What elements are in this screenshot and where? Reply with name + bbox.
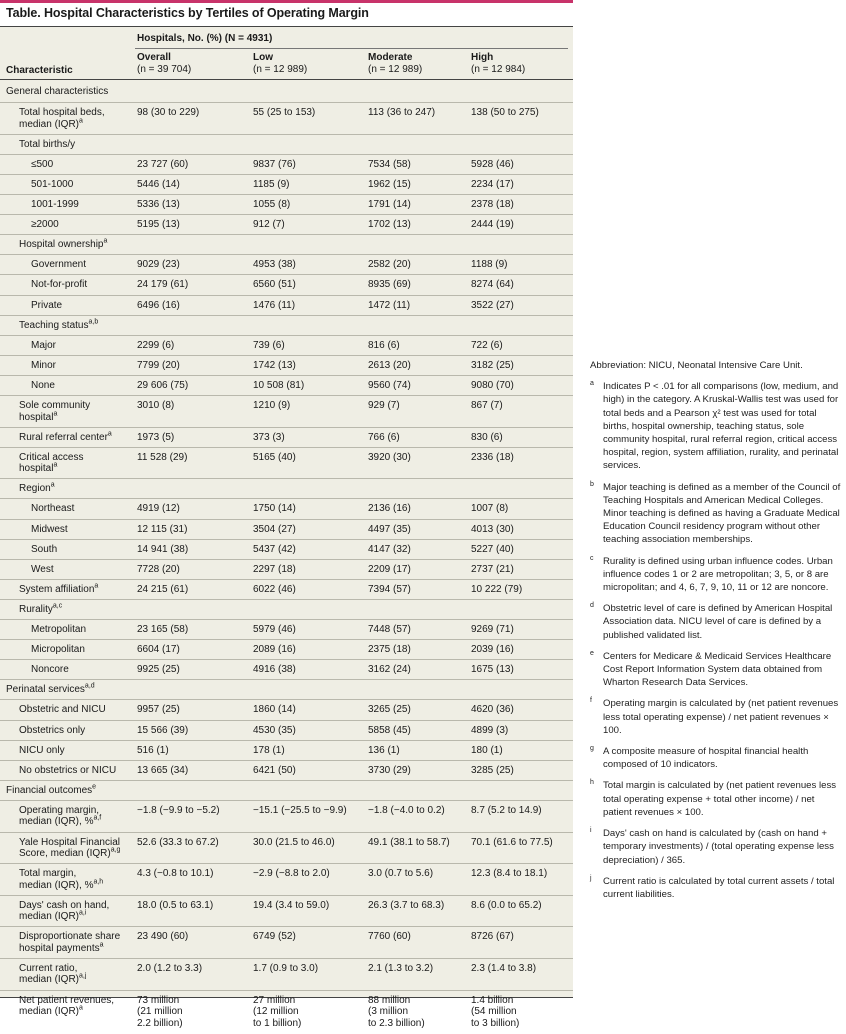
table-row <box>0 740 573 761</box>
footnote-mark: f <box>590 697 592 705</box>
row-label: Midwest <box>31 523 68 535</box>
row-label: Sole community hospital$^a$ <box>19 400 91 423</box>
table-cell: 7760 (60) <box>368 931 411 943</box>
row-label: Total births/y <box>19 138 76 150</box>
table-cell: 4013 (30) <box>471 523 514 535</box>
row-label: Financial outcomes$^e$ <box>6 783 97 796</box>
table-cell: 26.3 (3.7 to 68.3) <box>368 899 445 911</box>
table-cell: 3730 (29) <box>368 764 411 776</box>
table-cell: 8935 (69) <box>368 279 411 291</box>
table-cell: 830 (6) <box>471 431 503 443</box>
footnote <box>590 745 842 771</box>
table-cell: 8.6 (0.0 to 65.2) <box>471 899 542 911</box>
row-label: Current ratio, median (IQR)$^{a,j}$ <box>19 962 87 986</box>
row-label: Government <box>31 259 87 271</box>
row-label: Major <box>31 339 57 351</box>
table-cell: 11 528 (29) <box>137 451 188 463</box>
row-label: Not-for-profit <box>31 279 88 291</box>
row-label: Region$^a$ <box>19 481 55 495</box>
table-cell: 7394 (57) <box>368 583 411 595</box>
row-label: Days' cash on hand, median (IQR)$^{a,i}$ <box>19 899 110 923</box>
table-cell: 1188 (9) <box>471 259 508 271</box>
row-label: Obstetric and NICU <box>19 704 106 716</box>
table-row <box>0 355 573 376</box>
row-label: Total margin, median (IQR), %$^{a,h}$ <box>19 868 104 891</box>
table-cell: 6560 (51) <box>253 279 296 291</box>
table-row <box>0 214 573 235</box>
row-label: NICU only <box>19 744 65 756</box>
table-cell: 8274 (64) <box>471 279 514 291</box>
table-cell: 6022 (46) <box>253 583 296 595</box>
footnote-text: Major teaching is defined as a member of the Council of Teaching Hospitals and American Medical Colleges. Minor teaching is defined as having a Graduate Medical Education Council residency program without other teaching association memberships. <box>603 481 841 546</box>
row-label: Yale Hospital Financial Score, median (IQR)$^{a,g}$ <box>19 836 121 859</box>
column-group-rule <box>135 48 568 49</box>
table-cell: 8726 (67) <box>471 931 514 943</box>
footnote-text: A composite measure of hospital financial health composed of 10 indicators. <box>603 746 809 771</box>
table-row <box>0 427 573 448</box>
footnote-mark: g <box>590 745 594 753</box>
row-label: Perinatal services$^{a,d}$ <box>6 682 95 696</box>
table-cell: 3522 (27) <box>471 299 514 311</box>
table-cell: 98 (30 to 229) <box>137 107 200 119</box>
row-label: No obstetrics or NICU <box>19 764 117 776</box>
row-label: Operating margin, median (IQR), %$^{a,f}$ <box>19 804 102 828</box>
table-cell: 49.1 (38.1 to 58.7) <box>368 836 450 848</box>
table-cell: 5165 (40) <box>253 451 296 463</box>
table-row <box>0 447 573 480</box>
row-label: 1001-1999 <box>31 199 79 210</box>
table-cell: 1.7 (0.9 to 3.0) <box>253 962 319 974</box>
table-cell: 2737 (21) <box>471 563 514 575</box>
table-cell: 1476 (11) <box>253 299 296 311</box>
table-cell: 52.6 (33.3 to 67.2) <box>137 836 219 848</box>
table-cell: 4953 (38) <box>253 259 296 271</box>
table-section-row <box>0 679 573 700</box>
footnote <box>590 697 842 737</box>
table-cell: 722 (6) <box>471 339 503 351</box>
table-cell: 1702 (13) <box>368 219 411 231</box>
footnote-text: Current ratio is calculated by total current assets / total current liabilities. <box>603 875 835 900</box>
table-cell: 27 million (12 million to 1 billion) <box>253 994 302 1029</box>
table-cell: 12 115 (31) <box>137 523 188 535</box>
footnote-list <box>590 380 842 901</box>
table-row <box>0 659 573 680</box>
table-cell: 4147 (32) <box>368 543 411 555</box>
table-row <box>0 800 573 833</box>
table-cell: 15 566 (39) <box>137 724 189 736</box>
table-cell: 1973 (5) <box>137 431 175 443</box>
table-cell: 2209 (17) <box>368 563 411 575</box>
table-cell: 3920 (30) <box>368 451 411 463</box>
column-header-moderate: Moderate (n = 12 989) <box>368 52 423 75</box>
table-cell: 2613 (20) <box>368 359 411 371</box>
table-section-row <box>0 234 573 255</box>
table-cell: 30.0 (21.5 to 46.0) <box>253 836 335 848</box>
table-cell: 136 (1) <box>368 744 400 756</box>
table-row <box>0 579 573 600</box>
footnote <box>590 602 842 642</box>
table-cell: 24 179 (61) <box>137 279 189 291</box>
table-row <box>0 863 573 896</box>
footnote-text: Obstetric level of care is defined by American Hospital Association data. NICU level of care is defined by a published validated list. <box>603 603 833 641</box>
table-row <box>0 102 573 135</box>
row-label: System affiliation$^a$ <box>19 582 99 595</box>
table-cell: 1007 (8) <box>471 503 509 515</box>
table-cell: 2375 (18) <box>368 644 411 656</box>
row-label: None <box>31 379 55 391</box>
table-cell: 180 (1) <box>471 744 503 756</box>
table-row <box>0 295 573 316</box>
table-cell: −1.8 (−9.9 to −5.2) <box>137 804 220 816</box>
table-cell: −2.9 (−8.8 to 2.0) <box>253 868 330 880</box>
footnote-mark: b <box>590 480 594 488</box>
table-cell: 1750 (14) <box>253 503 296 515</box>
footnote-mark: j <box>590 874 592 882</box>
footnote-mark: i <box>590 827 592 835</box>
table-cell: 13 665 (34) <box>137 764 189 776</box>
footnote-mark: a <box>590 380 594 388</box>
table-row <box>0 375 573 396</box>
table-cell: 19.4 (3.4 to 59.0) <box>253 899 330 911</box>
table-cell: 516 (1) <box>137 744 169 756</box>
table-cell: 3285 (25) <box>471 764 514 776</box>
footnote <box>590 555 842 595</box>
table-row <box>0 174 573 195</box>
table-cell: 7728 (20) <box>137 563 180 575</box>
table-section-row <box>0 780 573 801</box>
table-cell: 5227 (40) <box>471 543 514 555</box>
table-cell: 2136 (16) <box>368 503 411 515</box>
row-label: Private <box>31 299 63 311</box>
footnote-mark: e <box>590 649 594 657</box>
table-cell: 29 606 (75) <box>137 379 189 391</box>
table-cell: 9925 (25) <box>137 664 180 676</box>
table-cell: 5336 (13) <box>137 199 180 210</box>
table-cell: 6496 (16) <box>137 299 180 311</box>
table-cell: 138 (50 to 275) <box>471 107 539 119</box>
footnote-text: Operating margin is calculated by (net patient revenues less total operating expense) / net patient revenues × 100. <box>603 698 839 736</box>
row-label: Total hospital beds, median (IQR)$^a$ <box>19 107 105 130</box>
table-cell: 88 million (3 million to 2.3 billion) <box>368 994 425 1029</box>
row-label: 501-1000 <box>31 178 74 190</box>
table-cell: 912 (7) <box>253 219 285 231</box>
row-label: Rural referral center$^a$ <box>19 430 112 443</box>
table-cell: 3182 (25) <box>471 359 514 371</box>
table-cell: 6749 (52) <box>253 931 296 943</box>
footnote-mark: h <box>590 779 594 787</box>
table-cell: 23 490 (60) <box>137 931 189 943</box>
table-cell: 1472 (11) <box>368 299 411 311</box>
row-label: Obstetrics only <box>19 724 86 736</box>
footnote <box>590 827 842 867</box>
header-rule <box>0 79 573 80</box>
table-row <box>0 619 573 640</box>
row-label: Net patient revenues, median (IQR)$^a$ <box>19 994 115 1017</box>
column-header-characteristic: Characteristic <box>6 65 73 76</box>
table-cell: 12.3 (8.4 to 18.1) <box>471 868 548 880</box>
table-cell: 9560 (74) <box>368 379 411 391</box>
table-cell: −15.1 (−25.5 to −9.9) <box>253 804 347 816</box>
table-section-row <box>0 134 573 155</box>
footnote <box>590 380 842 472</box>
table-cell: 2378 (18) <box>471 199 514 210</box>
table-cell: 2089 (16) <box>253 644 296 656</box>
table-cell: 4916 (38) <box>253 664 296 676</box>
table-row <box>0 274 573 295</box>
footnote-text: Indicates P < .01 for all comparisons (low, medium, and high) in the category. A Kruskal-Wallis test was used for total beds and a Pearson χ² test was used for total births, hospital ownership, teaching status, sole community hospital, rural referral region, critical access hospital, region, system affiliation, rurality, and perinatal services. <box>603 381 839 472</box>
table-cell: 2297 (18) <box>253 563 296 575</box>
table-cell: 373 (3) <box>253 431 285 443</box>
table-cell: 766 (6) <box>368 431 400 443</box>
row-label: Disproportionate share hospital payments$^a$ <box>19 931 121 954</box>
table-title: Table. Hospital Characteristics by Tertiles of Operating Margin <box>6 6 369 20</box>
table-cell: 7448 (57) <box>368 624 411 635</box>
table-cell: 2.1 (1.3 to 3.2) <box>368 962 434 974</box>
table-cell: 1791 (14) <box>368 199 411 210</box>
column-group-header: Hospitals, No. (%) (N = 4931) <box>137 33 273 44</box>
table-cell: 6604 (17) <box>137 644 180 656</box>
table-cell: 4620 (36) <box>471 704 514 716</box>
row-label: Rurality$^{a,c}$ <box>19 602 63 615</box>
table-row <box>0 990 573 1034</box>
table-cell: 5437 (42) <box>253 543 296 555</box>
table-cell: −1.8 (−4.0 to 0.2) <box>368 804 445 816</box>
table-cell: 6421 (50) <box>253 764 296 776</box>
table-section-row <box>0 478 573 499</box>
table-cell: 2039 (16) <box>471 644 514 656</box>
table-cell: 10 508 (81) <box>253 379 305 391</box>
table-cell: 4899 (3) <box>471 724 509 736</box>
column-header-overall: Overall (n = 39 704) <box>137 52 192 75</box>
table-cell: 9957 (25) <box>137 704 180 716</box>
table-cell: 3162 (24) <box>368 664 411 676</box>
abbreviation-note: Abbreviation: NICU, Neonatal Intensive Care Unit. <box>590 360 803 371</box>
table-cell: 1.4 billion (54 million to 3 billion) <box>471 994 520 1029</box>
table-cell: 2.3 (1.4 to 3.8) <box>471 962 537 974</box>
table-cell: 2.0 (1.2 to 3.3) <box>137 962 203 974</box>
table-row <box>0 519 573 540</box>
table-row <box>0 154 573 175</box>
table-cell: 5858 (45) <box>368 724 411 736</box>
row-label: Hospital ownership$^a$ <box>19 237 108 251</box>
row-label: Minor <box>31 359 57 371</box>
table-cell: 18.0 (0.5 to 63.1) <box>137 899 214 911</box>
table-row <box>0 335 573 356</box>
row-label: Metropolitan <box>31 624 87 635</box>
table-cell: 113 (36 to 247) <box>368 107 436 119</box>
row-label: West <box>31 563 54 575</box>
table-cell: 4530 (35) <box>253 724 296 736</box>
table-cell: 1860 (14) <box>253 704 296 716</box>
table-section-row <box>0 315 573 336</box>
footnote-text: Rurality is defined using urban influence codes. Urban influence codes 1 or 2 are metropolitan; 3, 5, or 8 are micropolitan; and 4, 6, 7, 9, 10, 11 or 12 are noncore. <box>603 555 833 594</box>
table-cell: 1962 (15) <box>368 178 411 190</box>
footnotes <box>590 359 842 909</box>
table-cell: 7799 (20) <box>137 359 180 371</box>
table-cell: 5979 (46) <box>253 624 296 635</box>
table-row <box>0 895 573 928</box>
row-label: Micropolitan <box>31 644 85 656</box>
table-row <box>0 958 573 991</box>
table-cell: 1185 (9) <box>253 178 290 190</box>
table-cell: 8.7 (5.2 to 14.9) <box>471 804 542 816</box>
table-cell: 3265 (25) <box>368 704 411 716</box>
table-cell: 2336 (18) <box>471 451 514 463</box>
table-cell: 73 million (21 million 2.2 billion) <box>137 994 183 1029</box>
table-cell: 3010 (8) <box>137 400 175 411</box>
footnote-mark: d <box>590 602 594 610</box>
table-row <box>0 699 573 720</box>
row-label: Teaching status$^{a,b}$ <box>19 318 99 331</box>
row-label: Critical access hospital$^a$ <box>19 451 84 475</box>
row-label: ≤500 <box>31 158 54 170</box>
table-section-row <box>0 599 573 620</box>
table-cell: 9837 (76) <box>253 158 296 170</box>
footnote <box>590 875 842 901</box>
table-cell: 7534 (58) <box>368 158 411 170</box>
table-cell: 5195 (13) <box>137 219 180 231</box>
table-cell: 867 (7) <box>471 400 503 411</box>
table-cell: 929 (7) <box>368 400 400 411</box>
table-cell: 2582 (20) <box>368 259 411 271</box>
row-label: South <box>31 543 58 555</box>
table-cell: 178 (1) <box>253 744 285 756</box>
data-table <box>0 26 573 1029</box>
table-cell: 9029 (23) <box>137 259 180 271</box>
table-row <box>0 720 573 741</box>
table-cell: 2444 (19) <box>471 219 514 231</box>
table-cell: 4.3 (−0.8 to 10.1) <box>137 868 214 880</box>
table-cell: 23 165 (58) <box>137 624 189 635</box>
table-cell: 70.1 (61.6 to 77.5) <box>471 836 553 848</box>
footnote-text: Total margin is calculated by (net patient revenues less total operating expense + total other income) / net patient revenues × 100. <box>603 780 837 818</box>
table-cell: 9080 (70) <box>471 379 514 391</box>
table-cell: 2299 (6) <box>137 339 175 351</box>
table-cell: 2234 (17) <box>471 178 514 190</box>
footnote-mark: c <box>590 554 594 562</box>
row-label: Northeast <box>31 503 75 515</box>
column-header-low: Low (n = 12 989) <box>253 52 308 75</box>
table-cell: 9269 (71) <box>471 624 514 635</box>
table-row <box>0 498 573 519</box>
table-cell: 1742 (13) <box>253 359 296 371</box>
table-row <box>0 639 573 660</box>
table-cell: 5446 (14) <box>137 178 180 190</box>
table-cell: 4497 (35) <box>368 523 411 535</box>
table-row <box>0 254 573 275</box>
column-header-high: High (n = 12 984) <box>471 52 526 75</box>
table-cell: 1210 (9) <box>253 400 291 411</box>
footnote-text: Centers for Medicare & Medicaid Services Healthcare Cost Report Information System data obtained from Wharton Research Data Services. <box>603 650 832 689</box>
table-cell: 1055 (8) <box>253 199 291 210</box>
footnote-text: Days' cash on hand is calculated by (cash on hand + temporary investments) / (total operating expense less depreciation) / 365. <box>603 828 834 866</box>
table-cell: 23 727 (60) <box>137 158 189 170</box>
table-cell: 14 941 (38) <box>137 543 189 555</box>
table-cell: 10 222 (79) <box>471 583 523 595</box>
table-cell: 1675 (13) <box>471 664 514 676</box>
table-row <box>0 539 573 560</box>
table-cell: 3504 (27) <box>253 523 296 535</box>
table-section-row <box>0 82 573 102</box>
footnote <box>590 481 842 547</box>
table-row <box>0 760 573 781</box>
table-cell: 55 (25 to 153) <box>253 107 316 119</box>
row-label: ≥2000 <box>31 219 59 231</box>
table-row <box>0 832 573 865</box>
row-label: General characteristics <box>6 86 109 97</box>
table-row <box>0 559 573 580</box>
table-cell: 4919 (12) <box>137 503 180 515</box>
table-cell: 3.0 (0.7 to 5.6) <box>368 868 434 880</box>
footnote <box>590 650 842 690</box>
table-cell: 24 215 (61) <box>137 583 189 595</box>
title-accent-rule <box>0 0 573 3</box>
table-cell: 5928 (46) <box>471 158 514 170</box>
table-cell: 739 (6) <box>253 339 285 351</box>
footnote <box>590 779 842 819</box>
row-label: Noncore <box>31 664 69 676</box>
table-row <box>0 194 573 215</box>
table-cell: 816 (6) <box>368 339 400 351</box>
table-row <box>0 926 573 959</box>
table-row <box>0 395 573 428</box>
